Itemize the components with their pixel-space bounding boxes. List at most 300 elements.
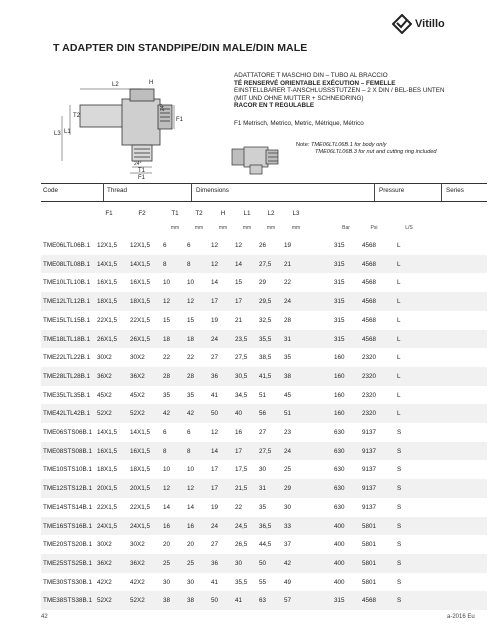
table-cell: 45X2 bbox=[97, 391, 112, 399]
subheader-t1: T1 bbox=[171, 210, 179, 217]
subheader-l1: L1 bbox=[243, 210, 251, 217]
table-cell: 17 bbox=[211, 485, 219, 493]
unit-label: mm bbox=[170, 225, 180, 231]
table-cell: 24X1,5 bbox=[130, 522, 150, 530]
description-line: (MIT UND OHNE MUTTER + SCHNEIDRING) bbox=[234, 94, 364, 102]
table-cell: TME12LTL12B.1 bbox=[43, 298, 91, 306]
table-cell: 21 bbox=[235, 316, 243, 324]
label-f1-right: F1 bbox=[176, 117, 184, 123]
table-cell: 6 bbox=[187, 242, 191, 249]
table-cell: 24 bbox=[211, 522, 219, 530]
table-cell: 38,5 bbox=[259, 354, 272, 362]
table-cell: 30X2 bbox=[97, 541, 112, 549]
table-cell: 8 bbox=[187, 447, 191, 455]
header-series: Series bbox=[446, 187, 464, 194]
table-cell: 30X2 bbox=[130, 541, 145, 549]
table-row bbox=[41, 404, 487, 423]
table-cell: 52X2 bbox=[130, 597, 145, 605]
table-cell: 14X1,5 bbox=[97, 429, 117, 436]
header-dimensions: Dimensions bbox=[196, 187, 229, 194]
note-line-1: TME06LTL06B.1 for body only bbox=[310, 142, 387, 148]
table-cell: 14 bbox=[211, 447, 219, 455]
unit-label: mm bbox=[266, 225, 276, 231]
table-cell: 5801 bbox=[362, 541, 377, 549]
table-cell: 19 bbox=[211, 316, 219, 324]
table-cell: L bbox=[397, 298, 401, 306]
table-cell: 8 bbox=[187, 260, 191, 268]
table-cell: 16X1,5 bbox=[130, 447, 150, 455]
table-cell: 4568 bbox=[362, 260, 377, 268]
table-cell: L bbox=[397, 372, 401, 380]
table-cell: L bbox=[397, 316, 401, 324]
table-row bbox=[41, 535, 487, 554]
table-cell: 21,5 bbox=[235, 485, 248, 493]
table-cell: 35 bbox=[187, 391, 195, 399]
table-cell: 34,5 bbox=[235, 391, 248, 399]
table-cell: 27 bbox=[211, 541, 219, 549]
table-row bbox=[41, 423, 487, 442]
table-cell: 14X1,5 bbox=[97, 260, 117, 268]
subheader-f1: F1 bbox=[105, 210, 113, 217]
table-cell: 400 bbox=[334, 541, 345, 549]
table-cell: L bbox=[397, 354, 401, 362]
table-cell: TME15LTL15B.1 bbox=[43, 316, 91, 324]
page-title: T ADAPTER DIN STANDPIPE/DIN MALE/DIN MALE bbox=[53, 42, 308, 54]
fitting-icon bbox=[230, 137, 285, 175]
table-cell: 630 bbox=[334, 429, 345, 436]
table-cell: 27,5 bbox=[259, 260, 272, 268]
label-h: H bbox=[149, 80, 154, 86]
table-cell: 12 bbox=[211, 260, 219, 268]
table-cell: 19 bbox=[284, 242, 292, 249]
table-cell: 30 bbox=[163, 578, 171, 586]
table-cell: 16X1,5 bbox=[97, 447, 117, 455]
table-cell: 52X2 bbox=[130, 410, 145, 418]
subheader-l3: L3 bbox=[292, 210, 300, 217]
table-cell: 12 bbox=[187, 485, 195, 493]
table-cell: TME08LTL08B.1 bbox=[43, 260, 91, 268]
table-cell: 24 bbox=[284, 298, 292, 306]
table-cell: 2320 bbox=[362, 354, 377, 362]
table-cell: 14X1,5 bbox=[130, 260, 150, 268]
table-cell: 18X1,5 bbox=[97, 466, 117, 474]
table-row bbox=[41, 273, 487, 292]
table-cell: 9137 bbox=[362, 466, 377, 474]
unit-label: Psi bbox=[370, 225, 378, 231]
table-cell: 12 bbox=[163, 298, 171, 306]
table-cell: 36X2 bbox=[130, 372, 145, 380]
table-cell: 16X1,5 bbox=[97, 279, 117, 287]
table-cell: TME16STS16B.1 bbox=[43, 522, 92, 530]
table-cell: 28 bbox=[187, 372, 195, 380]
table-cell: 12X1,5 bbox=[130, 242, 150, 249]
table-cell: 36 bbox=[211, 559, 219, 567]
table-cell: 22 bbox=[187, 354, 195, 362]
label-l1: L1 bbox=[64, 129, 71, 135]
table-cell: 45X2 bbox=[130, 391, 145, 399]
table-cell: 18X1,5 bbox=[130, 466, 150, 474]
table-cell: TME10STS10B.1 bbox=[43, 466, 92, 474]
table-cell: 5801 bbox=[362, 578, 377, 586]
table-cell: 27 bbox=[259, 429, 267, 436]
label-angle-top: 24° bbox=[160, 103, 166, 111]
subheader-f2: F2 bbox=[138, 210, 146, 217]
table-cell: 400 bbox=[334, 559, 345, 567]
table-cell: 36 bbox=[211, 372, 219, 380]
table-cell: 5801 bbox=[362, 559, 377, 567]
table-cell: 10 bbox=[163, 279, 171, 287]
unit-label: mm bbox=[218, 225, 228, 231]
note bbox=[296, 142, 436, 156]
table-cell: 16 bbox=[235, 429, 243, 436]
table-cell: 41 bbox=[235, 597, 243, 605]
brand-name: Vitillo bbox=[415, 18, 445, 30]
table-cell: 22 bbox=[163, 354, 171, 362]
table-cell: 18X1,5 bbox=[130, 298, 150, 306]
table-cell: 24 bbox=[211, 335, 219, 343]
table-cell: 26X1,5 bbox=[97, 335, 117, 343]
table-cell: TME08STS08B.1 bbox=[43, 447, 92, 455]
table-row bbox=[41, 236, 487, 255]
table-cell: 12X1,5 bbox=[97, 242, 117, 249]
table-cell: 24,5 bbox=[235, 522, 248, 530]
table-row bbox=[41, 311, 487, 330]
header-thread: Thread bbox=[107, 187, 127, 194]
table-cell: L bbox=[397, 335, 401, 343]
table-row bbox=[41, 367, 487, 386]
table-cell: 400 bbox=[334, 522, 345, 530]
table-cell: 22X1,5 bbox=[130, 316, 150, 324]
table-cell: 315 bbox=[334, 260, 345, 268]
table-row bbox=[41, 554, 487, 573]
table-cell: 2320 bbox=[362, 372, 377, 380]
table-cell: 9137 bbox=[362, 485, 377, 493]
table-cell: 25 bbox=[187, 559, 195, 567]
note-label: Note: bbox=[296, 142, 310, 148]
table-cell: 22 bbox=[284, 279, 292, 287]
table-cell: 29 bbox=[259, 279, 267, 287]
table-cell: S bbox=[397, 447, 402, 455]
table-cell: 30,5 bbox=[235, 372, 248, 380]
table-cell: TME35LTL35B.1 bbox=[43, 391, 91, 399]
table-cell: 24X1,5 bbox=[97, 522, 117, 530]
table-cell: 29 bbox=[284, 485, 292, 493]
unit-label: mm bbox=[242, 225, 252, 231]
page-number: 42 bbox=[41, 614, 48, 620]
table-cell: 9137 bbox=[362, 429, 377, 436]
table-cell: 18X1,5 bbox=[97, 298, 117, 306]
table-cell: 14X1,5 bbox=[130, 429, 150, 436]
table-cell: TME14STS14B.1 bbox=[43, 503, 92, 511]
table-cell: 630 bbox=[334, 447, 345, 455]
table-cell: TME06LTL06B.1 bbox=[43, 242, 91, 249]
table-cell: 9137 bbox=[362, 503, 377, 511]
table-cell: 315 bbox=[334, 279, 345, 287]
table-cell: 23 bbox=[284, 429, 292, 436]
table-cell: 27,5 bbox=[259, 447, 272, 455]
table-cell: TME42LTL42B.1 bbox=[43, 410, 91, 418]
table-cell: 12 bbox=[163, 485, 171, 493]
table-cell: 42 bbox=[284, 559, 292, 567]
table-cell: 8 bbox=[163, 260, 167, 268]
table-row bbox=[41, 573, 487, 592]
unit-label: mm bbox=[291, 225, 301, 231]
table-cell: 30X2 bbox=[97, 354, 112, 362]
table-cell: 22 bbox=[235, 503, 243, 511]
table-cell: 24 bbox=[284, 447, 292, 455]
table-cell: TME06STS06B.1 bbox=[43, 429, 92, 436]
table-cell: 16X1,5 bbox=[130, 279, 150, 287]
table-cell: 16 bbox=[163, 522, 171, 530]
table-cell: 51 bbox=[259, 391, 267, 399]
description-line: RACOR EN T REGULABLE bbox=[234, 102, 315, 110]
header-code: Code bbox=[43, 187, 59, 194]
table-cell: 63 bbox=[259, 597, 267, 605]
table-cell: 31 bbox=[259, 485, 267, 493]
table-cell: 56 bbox=[259, 410, 267, 418]
table-cell: 27,5 bbox=[235, 354, 248, 362]
table-cell: 52X2 bbox=[97, 410, 112, 418]
label-l3: L3 bbox=[54, 131, 61, 137]
table-cell: TME25STS25B.1 bbox=[43, 559, 92, 567]
table-cell: 25 bbox=[284, 466, 292, 474]
table-row bbox=[41, 591, 487, 610]
table-cell: 57 bbox=[284, 597, 292, 605]
description-line: EINSTELLBARER T-ANSCHLUSSSTUTZEN – 2 X DIN / BEL-BES UNTEN bbox=[234, 87, 445, 95]
unit-label: Bar bbox=[342, 225, 350, 231]
table-cell: 14 bbox=[211, 279, 219, 287]
table-cell: L bbox=[397, 410, 401, 418]
table-cell: 9137 bbox=[362, 447, 377, 455]
table-cell: 22X1,5 bbox=[97, 503, 117, 511]
table-cell: 4568 bbox=[362, 597, 377, 605]
table-cell: 160 bbox=[334, 391, 345, 399]
table-row bbox=[41, 386, 487, 405]
table-cell: TME10LTL10B.1 bbox=[43, 279, 91, 287]
table-cell: 33 bbox=[284, 522, 292, 530]
table-cell: 4568 bbox=[362, 242, 377, 249]
table-cell: 315 bbox=[334, 597, 345, 605]
table-cell: 23,5 bbox=[235, 335, 248, 343]
table-cell: 42 bbox=[163, 410, 171, 418]
table-cell: 315 bbox=[334, 242, 345, 249]
table-row bbox=[41, 348, 487, 367]
table-cell: L bbox=[397, 391, 401, 399]
subheader-l2: L2 bbox=[267, 210, 275, 217]
vitillo-logo bbox=[392, 14, 484, 36]
table-cell: 35 bbox=[163, 391, 171, 399]
table-cell: 4568 bbox=[362, 316, 377, 324]
table-cell: TME30STS30B.1 bbox=[43, 578, 92, 586]
table-cell: 26,5 bbox=[235, 541, 248, 549]
table-cell: 20 bbox=[163, 541, 171, 549]
table-cell: 12 bbox=[211, 429, 219, 436]
table-cell: 630 bbox=[334, 503, 345, 511]
table-cell: 20X1,5 bbox=[97, 485, 117, 493]
table-cell: 29,5 bbox=[259, 298, 272, 306]
table-cell: 8 bbox=[163, 447, 167, 455]
table-cell: 36X2 bbox=[130, 559, 145, 567]
table-cell: 10 bbox=[187, 466, 195, 474]
table-cell: TME38STS38B.1 bbox=[43, 597, 92, 605]
table-cell: 21 bbox=[284, 260, 292, 268]
table-cell: 160 bbox=[334, 372, 345, 380]
table-cell: 30 bbox=[235, 559, 243, 567]
table-cell: 35,5 bbox=[259, 335, 272, 343]
table-cell: 630 bbox=[334, 485, 345, 493]
table-cell: S bbox=[397, 429, 402, 436]
table-cell: 6 bbox=[187, 429, 191, 436]
table-cell: 6 bbox=[163, 242, 167, 249]
table-cell: 38 bbox=[163, 597, 171, 605]
table-row bbox=[41, 460, 487, 479]
table-cell: 26 bbox=[259, 242, 267, 249]
description-line: ADATTATORE T MASCHIO DIN – TUBO AL BRACCIO bbox=[234, 72, 388, 79]
table-cell: 41,5 bbox=[259, 372, 272, 380]
product-description bbox=[234, 72, 474, 110]
table-cell: 52X2 bbox=[97, 597, 112, 605]
table-cell: S bbox=[397, 559, 402, 567]
table-cell: 4568 bbox=[362, 298, 377, 306]
table-cell: 50 bbox=[211, 410, 219, 418]
table-cell: 16 bbox=[187, 522, 195, 530]
table-cell: 35 bbox=[259, 503, 267, 511]
table-cell: 45 bbox=[284, 391, 292, 399]
table-cell: 42X2 bbox=[130, 578, 145, 586]
table-cell: 17,5 bbox=[235, 466, 248, 474]
table-cell: 10 bbox=[187, 279, 195, 287]
edition: a-2016 Eu bbox=[447, 614, 475, 620]
label-t2: T2 bbox=[73, 113, 81, 119]
table-cell: L bbox=[397, 279, 401, 287]
table-row bbox=[41, 479, 487, 498]
table-cell: 5801 bbox=[362, 522, 377, 530]
table-cell: 35,5 bbox=[235, 578, 248, 586]
table-cell: 28 bbox=[163, 372, 171, 380]
table-cell: 160 bbox=[334, 354, 345, 362]
table-cell: 32,5 bbox=[259, 316, 272, 324]
table-cell: 40 bbox=[235, 410, 243, 418]
table-row bbox=[41, 498, 487, 517]
table-cell: 315 bbox=[334, 335, 345, 343]
table-cell: 28 bbox=[284, 316, 292, 324]
description-line: TÉ RENSERVÉ ORIENTABLE EXÉCUTION – FEMELLE bbox=[234, 79, 396, 87]
table-cell: 36,5 bbox=[259, 522, 272, 530]
table-cell: S bbox=[397, 597, 402, 605]
table-cell: TME18LTL18B.1 bbox=[43, 335, 91, 343]
table-cell: 44,5 bbox=[259, 541, 272, 549]
table-cell: 20 bbox=[187, 541, 195, 549]
table-cell: 14 bbox=[163, 503, 171, 511]
table-cell: 2320 bbox=[362, 391, 377, 399]
table-cell: 25 bbox=[163, 559, 171, 567]
table-cell: 38 bbox=[284, 372, 292, 380]
table-cell: 10 bbox=[163, 466, 171, 474]
f1-note: F1 Metrisch, Metrico, Metric, Métrique, Métrico bbox=[234, 120, 364, 127]
unit-label: mm bbox=[194, 225, 204, 231]
table-cell: 36X2 bbox=[97, 559, 112, 567]
table-cell: L bbox=[397, 242, 401, 249]
table-cell: 15 bbox=[187, 316, 195, 324]
table-cell: 49 bbox=[284, 578, 292, 586]
table-cell: 14 bbox=[235, 260, 243, 268]
table-cell: 400 bbox=[334, 578, 345, 586]
t-adapter-drawing-icon bbox=[52, 75, 222, 180]
table-cell: 27 bbox=[211, 354, 219, 362]
table-cell: 18 bbox=[187, 335, 195, 343]
table-cell: 30 bbox=[284, 503, 292, 511]
label-angle-bottom: 24° bbox=[134, 161, 142, 167]
logo-mark-icon bbox=[392, 14, 412, 34]
table-cell: TME22LTL22B.1 bbox=[43, 354, 91, 362]
table-cell: 17 bbox=[235, 447, 243, 455]
table-cell: 22X1,5 bbox=[130, 503, 150, 511]
table-cell: 4568 bbox=[362, 279, 377, 287]
table-cell: 50 bbox=[259, 559, 267, 567]
table-cell: 31 bbox=[284, 335, 292, 343]
table-row bbox=[41, 442, 487, 461]
table-cell: S bbox=[397, 485, 402, 493]
table-cell: 26X1,5 bbox=[130, 335, 150, 343]
table-row bbox=[41, 517, 487, 536]
table-cell: 42X2 bbox=[97, 578, 112, 586]
table-cell: 19 bbox=[211, 503, 219, 511]
table-cell: 41 bbox=[211, 578, 219, 586]
table-cell: 15 bbox=[235, 279, 243, 287]
table-cell: 17 bbox=[211, 298, 219, 306]
table-cell: 38 bbox=[187, 597, 195, 605]
table-cell: 315 bbox=[334, 298, 345, 306]
table-cell: 41 bbox=[211, 391, 219, 399]
table-cell: 12 bbox=[187, 298, 195, 306]
table-cell: TME28LTL28B.1 bbox=[43, 372, 91, 380]
table-cell: 30 bbox=[187, 578, 195, 586]
table-cell: 55 bbox=[259, 578, 267, 586]
table-cell: S bbox=[397, 503, 402, 511]
header-pressure: Pressure bbox=[379, 187, 405, 194]
subheader-t2: T2 bbox=[195, 210, 203, 217]
table-cell: 51 bbox=[284, 410, 292, 418]
table-cell: 42 bbox=[187, 410, 195, 418]
table-cell: 12 bbox=[235, 242, 243, 249]
table-row bbox=[41, 292, 487, 311]
technical-drawing bbox=[52, 75, 222, 180]
table-cell: 50 bbox=[211, 597, 219, 605]
fitting-photo bbox=[230, 137, 285, 175]
table-cell: 4568 bbox=[362, 335, 377, 343]
table-cell: 14 bbox=[187, 503, 195, 511]
note-line-2: TME06LTL06B.3 for nut and cutting ring included bbox=[315, 149, 437, 156]
table-cell: S bbox=[397, 466, 402, 474]
table-cell: 160 bbox=[334, 410, 345, 418]
table-cell: S bbox=[397, 522, 402, 530]
table-cell: 17 bbox=[235, 298, 243, 306]
table-cell: 15 bbox=[163, 316, 171, 324]
table-cell: 20X1,5 bbox=[130, 485, 150, 493]
table-cell: TME20STS20B.1 bbox=[43, 541, 92, 549]
table-cell: 315 bbox=[334, 316, 345, 324]
table-cell: 37 bbox=[284, 541, 292, 549]
table-cell: 17 bbox=[211, 466, 219, 474]
table-cell: 630 bbox=[334, 466, 345, 474]
label-l2: L2 bbox=[112, 82, 119, 88]
table-cell: 18 bbox=[163, 335, 171, 343]
table-cell: 2320 bbox=[362, 410, 377, 418]
table-cell: L bbox=[397, 260, 401, 268]
table-cell: S bbox=[397, 578, 402, 586]
table-row bbox=[41, 255, 487, 274]
table-cell: 22X1,5 bbox=[97, 316, 117, 324]
